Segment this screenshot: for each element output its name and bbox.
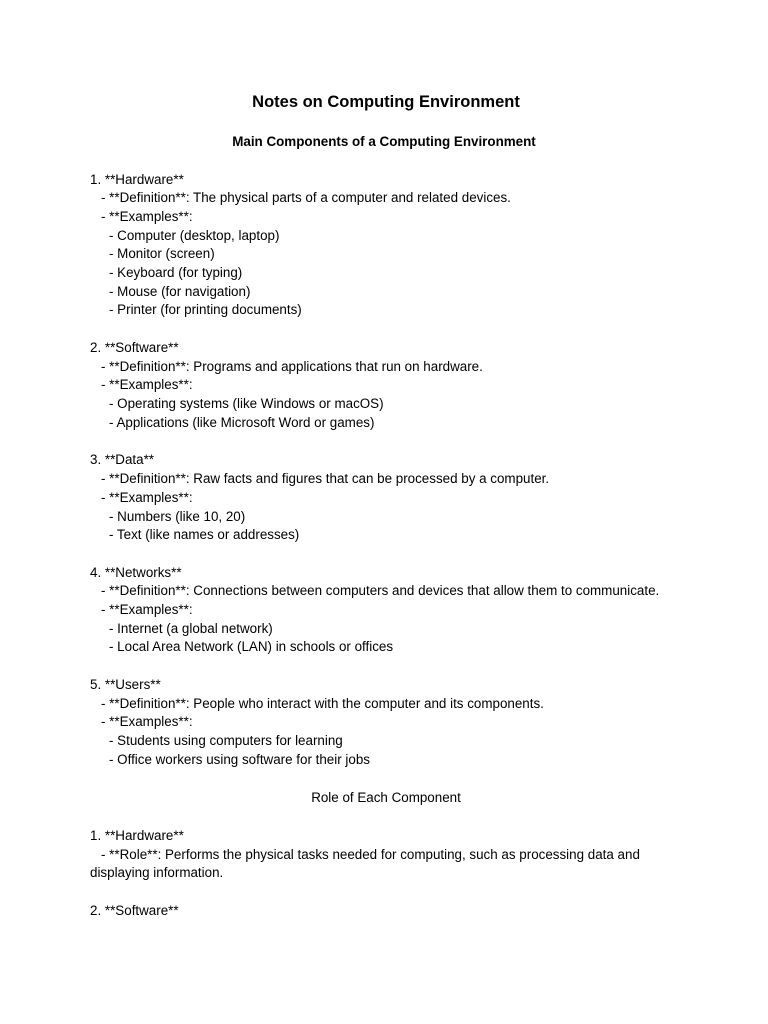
users-heading: 5. **Users** — [90, 677, 161, 692]
list-item: - Keyboard (for typing) — [109, 265, 243, 280]
role-hardware-description: - **Role**: Performs the physical tasks needed for computing, such as processing data and — [101, 847, 640, 862]
list-item: - Internet (a global network) — [109, 621, 273, 636]
hardware-heading: 1. **Hardware** — [90, 172, 184, 187]
hardware-examples-label: - **Examples**: — [101, 209, 193, 224]
hardware-definition: - **Definition**: The physical parts of a computer and related devices. — [101, 190, 511, 205]
role-software-heading: 2. **Software** — [90, 903, 179, 918]
list-item: - Printer (for printing documents) — [109, 302, 302, 317]
list-item: - Monitor (screen) — [109, 246, 215, 261]
document-subtitle: Main Components of a Computing Environment — [232, 134, 536, 149]
list-item: - Computer (desktop, laptop) — [109, 228, 280, 243]
data-heading: 3. **Data** — [90, 452, 155, 467]
roles-heading: Role of Each Component — [311, 790, 461, 805]
networks-heading: 4. **Networks** — [90, 565, 182, 580]
list-item: - Students using computers for learning — [109, 733, 343, 748]
users-examples-label: - **Examples**: — [101, 714, 193, 729]
role-hardware-heading: 1. **Hardware** — [90, 828, 184, 843]
software-examples-label: - **Examples**: — [101, 377, 193, 392]
list-item: - Local Area Network (LAN) in schools or offices — [109, 639, 394, 654]
document-title: Notes on Computing Environment — [252, 93, 520, 111]
list-item: - Office workers using software for their jobs — [109, 752, 370, 767]
list-item: - Applications (like Microsoft Word or games) — [109, 415, 375, 430]
software-definition: - **Definition**: Programs and applications that run on hardware. — [101, 359, 483, 374]
networks-examples-label: - **Examples**: — [101, 602, 193, 617]
list-item: - Mouse (for navigation) — [109, 284, 251, 299]
list-item: - Numbers (like 10, 20) — [109, 509, 246, 524]
data-examples-label: - **Examples**: — [101, 490, 193, 505]
list-item: - Text (like names or addresses) — [109, 527, 300, 542]
list-item: - Operating systems (like Windows or macOS) — [109, 396, 384, 411]
software-heading: 2. **Software** — [90, 340, 179, 355]
networks-definition: - **Definition**: Connections between computers and devices that allow them to communicate. — [101, 583, 660, 598]
role-hardware-description-continued: displaying information. — [90, 865, 224, 880]
users-definition: - **Definition**: People who interact with the computer and its components. — [101, 696, 544, 711]
data-definition: - **Definition**: Raw facts and figures that can be processed by a computer. — [101, 471, 550, 486]
